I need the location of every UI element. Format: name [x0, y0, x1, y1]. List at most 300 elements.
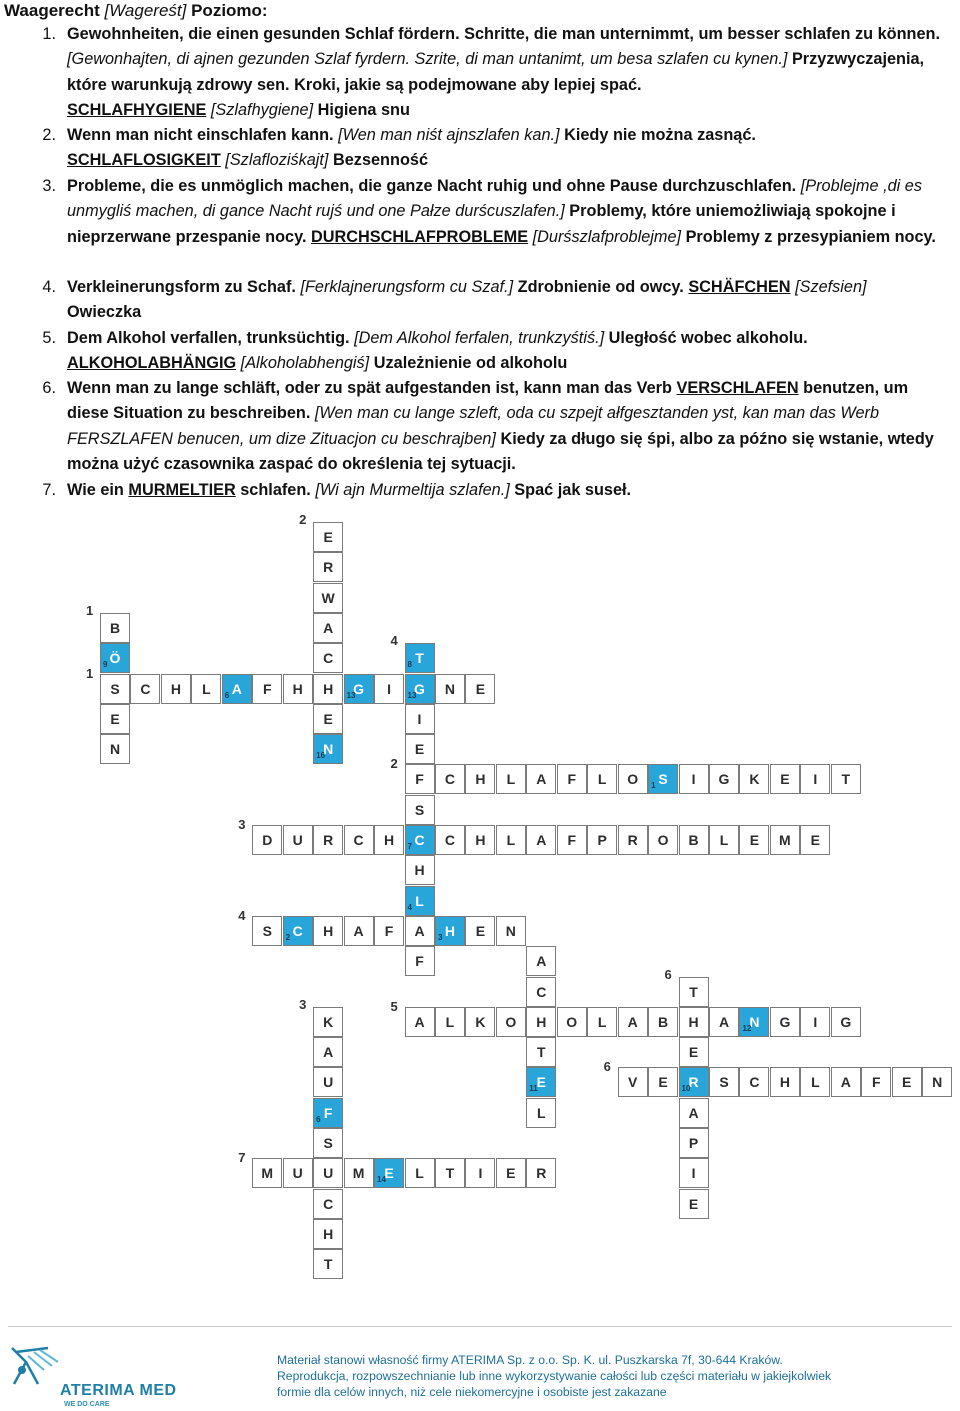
clue-answer: SCHLAFLOSIGKEIT — [67, 151, 221, 170]
cell-letter: H — [170, 680, 181, 697]
clue-transcription: [Gewonhajten, di ajnen gezunden Szlaf fyrdern. Szrite, di man untanimt, um besa szlafen cu kynen.] — [67, 50, 788, 69]
crossword-cell — [313, 1128, 343, 1158]
footer-line: Materiał stanowi własność firmy ATERIMA Sp. z o.o. Sp. K. ul. Puszkarska 7f, 30-644 Kraków. — [277, 1353, 783, 1367]
clue-answer-polish: Bezsenność — [332, 151, 428, 170]
cell-letter: E — [536, 1074, 546, 1091]
clue-1 — [14, 22, 944, 124]
cell-letter: N — [932, 1074, 943, 1091]
crossword-cell — [405, 795, 435, 825]
cell-letter: R — [688, 1074, 699, 1091]
crossword-cell — [405, 764, 435, 794]
crossword-cell — [526, 1007, 556, 1037]
clue-label: 7 — [238, 1150, 246, 1166]
cell-letter: I — [417, 710, 422, 727]
clue-answer: VERSCHLAFEN — [676, 379, 799, 397]
crossword-cell — [344, 1158, 374, 1188]
clue-2 — [14, 123, 944, 174]
clue-transcription: [Problejme ,di es unmygliś machen, di gance Nacht rujś und one Pałze durścuszlafen.] — [67, 177, 922, 221]
cell-letter: G — [779, 1013, 791, 1030]
clue-number: 1 . — [14, 22, 64, 47]
cell-letter: P — [688, 1135, 699, 1151]
crossword-cell — [405, 886, 435, 916]
clue-german: Dem Alkohol verfallen, trunksüchtig. — [67, 329, 350, 347]
crossword-cell — [313, 1098, 343, 1128]
clue-answer-transcription: [Szefsien] — [795, 278, 867, 296]
cell-letter: F — [262, 680, 272, 697]
cell-letter: G — [718, 771, 730, 788]
crossword-cell — [587, 1007, 617, 1037]
cell-letter: L — [415, 892, 424, 909]
crossword-cell — [130, 674, 160, 704]
cell-letter: A — [414, 922, 425, 939]
crossword-cell — [405, 704, 435, 734]
crossword-cell — [770, 1067, 800, 1097]
crossword-cell — [405, 734, 435, 764]
cell-letter: O — [505, 1013, 517, 1030]
cell-letter: A — [536, 953, 547, 970]
cell-letter: E — [688, 1044, 699, 1061]
cell-letter: F — [323, 1104, 333, 1121]
crossword-cell — [374, 674, 404, 704]
clue-german-continued: benutzen, um diese Situation zu beschreiben. — [67, 379, 909, 423]
cell-letter: C — [444, 832, 455, 848]
cell-index: 4 — [407, 902, 412, 912]
cell-letter: A — [323, 619, 334, 636]
cell-letter: N — [323, 741, 334, 758]
clue-label: 4 — [390, 633, 398, 649]
crossword-cell — [648, 764, 678, 794]
cell-letter: C — [536, 983, 547, 1000]
cell-letter: B — [658, 1013, 669, 1030]
crossword-cell — [679, 1007, 709, 1037]
crossword-cell — [435, 1158, 465, 1188]
clue-german-continued: schlafen. — [240, 481, 311, 499]
cell-letter: C — [140, 680, 151, 697]
cell-letter: H — [323, 680, 334, 697]
crossword-cell — [679, 1189, 709, 1219]
cell-letter: T — [537, 1044, 546, 1061]
crossword-cell — [831, 764, 861, 794]
crossword-cell — [679, 825, 709, 855]
cell-letter: A — [323, 1044, 334, 1061]
crossword-cell — [679, 1098, 709, 1128]
cell-letter: S — [323, 1135, 333, 1151]
crossword-cell — [283, 1158, 313, 1188]
cell-letter: E — [749, 832, 760, 848]
crossword-cell — [313, 1219, 343, 1249]
cell-letter: A — [688, 1104, 699, 1121]
heading — [4, 0, 268, 22]
crossword-cell — [526, 825, 556, 855]
cell-letter: U — [292, 832, 303, 848]
cell-letter: M — [352, 1165, 365, 1182]
cell-letter: T — [689, 983, 698, 1000]
crossword-cell — [465, 1158, 495, 1188]
cell-letter: I — [691, 771, 696, 788]
clue-number: 6 . — [14, 376, 64, 401]
logo-tagline: WE DO CARE — [64, 1401, 110, 1408]
cell-letter: V — [627, 1074, 638, 1091]
crossword-cell — [526, 764, 556, 794]
clue-polish: Problemy, które uniemożliwiają spokojne i nieprzerwane przespanie nocy. — [67, 202, 896, 246]
clue-transcription: [Wen man niśt ajnszlafen kan.] — [338, 126, 560, 144]
cell-index: 13 — [407, 690, 417, 700]
cell-letter: A — [536, 771, 547, 788]
cell-letter: C — [323, 1195, 334, 1212]
crossword-cell — [648, 1067, 678, 1097]
crossword-cell — [465, 1007, 495, 1037]
crossword-cell — [618, 764, 648, 794]
crossword-cell — [648, 1007, 678, 1037]
crossword-cell — [283, 674, 313, 704]
crossword-cell — [526, 946, 556, 976]
clue-label: 6 — [603, 1059, 611, 1075]
crossword-cell — [557, 764, 587, 794]
cell-index: 6 — [224, 690, 230, 700]
clue-3 — [14, 174, 944, 250]
cell-letter: R — [536, 1165, 547, 1182]
aterima-logo — [8, 1344, 198, 1406]
clue-german: Verkleinerungsform zu Schaf. — [67, 278, 296, 296]
cell-letter: N — [444, 680, 455, 697]
clue-answer-transcription: [Alkoholabhengiś] — [240, 354, 370, 373]
cell-letter: I — [691, 1165, 696, 1182]
crossword-cell — [709, 1067, 739, 1097]
cell-letter: F — [567, 832, 577, 848]
cell-index: 2 — [285, 932, 291, 942]
clue-answer-polish: Problemy z przesypianiem nocy. — [685, 227, 936, 246]
cell-letter: T — [445, 1165, 455, 1182]
cell-letter: S — [658, 771, 668, 788]
footer-notice — [277, 1352, 947, 1400]
crossword-cell — [679, 764, 709, 794]
cell-letter: A — [718, 1013, 730, 1030]
crossword-cell — [618, 825, 648, 855]
cell-letter: L — [445, 1013, 455, 1030]
crossword-cell — [405, 855, 435, 885]
crossword-cell — [770, 1007, 800, 1037]
crossword-cell — [679, 977, 709, 1007]
crossword-cell — [313, 704, 343, 734]
crossword-cell — [465, 916, 495, 946]
cell-index: 9 — [103, 660, 108, 670]
cell-letter: M — [779, 832, 791, 848]
crossword-cell — [344, 916, 374, 946]
crossword-cell — [618, 1007, 648, 1037]
heading-de: Waagerecht — [4, 1, 100, 20]
cell-letter: H — [779, 1074, 790, 1091]
cell-letter: I — [387, 680, 391, 697]
cell-letter: H — [414, 862, 425, 879]
crossword-cell — [435, 1007, 465, 1037]
clue-label: 1 — [86, 665, 94, 681]
crossword-cell — [100, 674, 130, 704]
cell-letter: U — [323, 1165, 334, 1182]
crossword-cell — [405, 825, 435, 855]
clue-answer: DURCHSCHLAFPROBLEME — [311, 227, 529, 246]
crossword-cell — [496, 764, 526, 794]
cell-letter: C — [292, 922, 303, 939]
cell-letter: A — [353, 922, 364, 939]
clue-number: 4 . — [14, 275, 64, 300]
crossword-cell — [191, 674, 221, 704]
crossword-cell — [313, 674, 343, 704]
cell-letter: E — [384, 1165, 394, 1182]
cell-letter: N — [505, 922, 516, 939]
footer-line: formie dla celów innych, niż cele niekomercyjne i osobiste jest zakazane — [277, 1385, 667, 1399]
cell-letter: E — [323, 529, 333, 545]
cell-letter: E — [688, 1195, 699, 1212]
crossword-cell — [435, 916, 465, 946]
cell-letter: L — [415, 1165, 424, 1182]
crossword-cell — [374, 825, 404, 855]
crossword-cell — [435, 674, 465, 704]
crossword-cell — [313, 552, 343, 582]
cell-index: 16 — [316, 751, 326, 761]
footer-line: Reprodukcja, rozpowszechnianie lub inne wykorzystywanie całości lub części materiału w jakiejkolwiek — [277, 1369, 832, 1383]
crossword-cell — [435, 825, 465, 855]
crossword-cell — [739, 1067, 769, 1097]
clue-answer-transcription: [Szlafhygiene] — [210, 101, 314, 120]
clue-polish: Przyzwyczajenia, które warunkują zdrowy sen. Kroki, jakie są podejmowane aby lepiej spać. — [67, 50, 925, 94]
crossword-cell — [313, 1189, 343, 1219]
clue-answer: MURMELTIER — [128, 481, 236, 499]
crossword-cell — [496, 1158, 526, 1188]
cell-letter: N — [109, 741, 121, 758]
crossword-cell — [557, 1007, 587, 1037]
crossword-cell — [344, 674, 374, 704]
cell-index: 14 — [377, 1175, 386, 1185]
cell-letter: C — [749, 1074, 760, 1091]
cell-letter: T — [841, 771, 851, 788]
cell-letter: A — [627, 1013, 638, 1030]
cell-index: 11 — [529, 1084, 538, 1094]
crossword-cell — [283, 916, 313, 946]
cell-letter: A — [414, 1013, 425, 1030]
clue-7 — [14, 478, 944, 503]
crossword-cell — [709, 825, 739, 855]
crossword-cell — [435, 764, 465, 794]
crossword-cell — [648, 825, 678, 855]
cell-letter: I — [813, 771, 818, 788]
crossword-cell — [313, 1067, 343, 1097]
crossword-cell — [405, 916, 435, 946]
cell-letter: R — [323, 559, 334, 576]
cell-letter: T — [323, 1256, 333, 1273]
clue-german: Wenn man zu lange schläft, oder zu spät aufgestanden ist, kann man das Verb — [67, 379, 672, 397]
clue-german: Wenn man nicht einschlafen kann. — [67, 126, 334, 144]
crossword-cell — [161, 674, 191, 704]
heading-tr: [Wagereśt] — [104, 1, 187, 20]
footer-divider — [8, 1326, 952, 1327]
cell-letter: L — [506, 771, 516, 788]
cell-letter: U — [292, 1165, 303, 1182]
crossword-cell — [252, 1158, 282, 1188]
crossword-cell — [283, 825, 313, 855]
cell-letter: H — [444, 922, 455, 939]
crossword-cell — [100, 613, 130, 643]
crossword-cell — [739, 825, 769, 855]
crossword-cell — [313, 522, 343, 552]
cell-letter: F — [567, 771, 577, 788]
crossword-cell — [526, 1067, 556, 1097]
clue-number: 3 . — [14, 174, 64, 199]
cell-letter: M — [261, 1165, 274, 1182]
crossword-cell — [526, 1037, 556, 1067]
cell-letter: B — [109, 619, 121, 636]
crossword-cell — [557, 825, 587, 855]
crossword-cell — [526, 1098, 556, 1128]
cell-letter: T — [415, 650, 424, 667]
cell-letter: E — [110, 710, 120, 727]
cell-letter: L — [597, 771, 607, 788]
crossword-cell — [252, 674, 282, 704]
cell-index: 1 — [651, 781, 656, 791]
cell-letter: E — [506, 1165, 516, 1182]
clue-transcription: [Wi ajn Murmeltija szlafen.] — [315, 481, 510, 499]
crossword-cell — [405, 674, 435, 704]
cell-letter: E — [475, 922, 486, 939]
clue-label: 3 — [238, 817, 246, 832]
cell-letter: H — [475, 832, 486, 848]
crossword-cell — [770, 764, 800, 794]
cell-letter: U — [323, 1074, 334, 1091]
cell-letter: W — [321, 589, 335, 606]
cell-letter: G — [353, 680, 365, 697]
clue-label: 1 — [86, 602, 94, 618]
clue-answer-transcription: [Szlafloziśkajt] — [225, 151, 329, 170]
cell-letter: F — [415, 771, 424, 788]
clue-answer-polish: Higiena snu — [317, 101, 410, 120]
clue-6 — [14, 376, 944, 478]
crossword-cell — [739, 1007, 769, 1037]
crossword-cell — [374, 1158, 404, 1188]
cell-letter: F — [415, 953, 424, 970]
clue-number: 2 . — [14, 123, 64, 148]
cell-letter: L — [597, 1013, 607, 1030]
crossword-cell — [465, 825, 495, 855]
clue-polish: Uległość wobec alkoholu. — [608, 329, 808, 347]
crossword-cell — [679, 1128, 709, 1158]
heading-pl: Poziomo: — [191, 1, 268, 20]
cell-letter: E — [780, 771, 790, 788]
cell-letter: H — [383, 832, 395, 848]
crossword-cell — [709, 764, 739, 794]
crossword-cell — [313, 916, 343, 946]
clue-number: 5 . — [14, 326, 64, 351]
clue-label: 2 — [390, 756, 398, 772]
clue-polish: Zdrobnienie od owcy. — [517, 278, 684, 296]
crossword-cell — [313, 1037, 343, 1067]
cell-letter: L — [719, 832, 729, 848]
crossword-cell — [618, 1067, 648, 1097]
crossword-cell — [313, 613, 343, 643]
crossword-cell — [100, 643, 130, 673]
cell-letter: S — [719, 1074, 729, 1091]
clue-label: 5 — [390, 998, 398, 1014]
crossword-cell — [861, 1067, 891, 1097]
cell-index: 3 — [437, 932, 443, 942]
cell-letter: H — [475, 771, 486, 788]
cell-letter: A — [840, 1074, 851, 1091]
cell-letter: E — [323, 710, 333, 727]
logo-name: ATERIMA MED — [60, 1382, 177, 1399]
crossword-cell — [526, 1158, 556, 1188]
clue-label: 3 — [299, 996, 307, 1012]
cell-letter: O — [566, 1013, 578, 1030]
cell-letter: N — [749, 1013, 760, 1030]
cell-letter: S — [262, 922, 272, 939]
cell-letter: G — [414, 680, 425, 697]
crossword-cell — [587, 764, 617, 794]
cell-letter: K — [749, 771, 760, 788]
crossword-cell — [800, 825, 830, 855]
clue-4 — [14, 275, 944, 326]
clue-polish: Kiedy za długo się śpi, albo za późno się wstanie, wtedy można użyć czasownika zaspać do określenia tej sytuacji. — [67, 429, 934, 474]
crossword-cell — [313, 1249, 343, 1279]
cell-letter: Ö — [109, 650, 121, 667]
crossword-cell — [405, 1007, 435, 1037]
clue-answer-transcription: [Durśszlafproblejme] — [532, 227, 682, 246]
crossword-cell — [374, 916, 404, 946]
crossword-cell — [496, 825, 526, 855]
cell-letter: E — [414, 741, 425, 758]
cell-letter: S — [110, 680, 120, 697]
crossword-cell — [313, 825, 343, 855]
cell-letter: F — [871, 1074, 881, 1091]
crossword-cell — [800, 1007, 830, 1037]
cell-letter: R — [627, 832, 638, 848]
clue-polish: Kiedy nie można zasnąć. — [564, 126, 756, 144]
cell-letter: C — [323, 650, 334, 667]
crossword-cell — [496, 1007, 526, 1037]
crossword-cell — [679, 1067, 709, 1097]
crossword-cell — [222, 674, 252, 704]
clue-answer-polish: Uzależnienie od alkoholu — [373, 354, 568, 373]
clue-answer: SCHÄFCHEN — [688, 278, 791, 296]
cell-letter: H — [323, 922, 334, 939]
clue-label: 4 — [238, 907, 246, 923]
clue-5 — [14, 326, 944, 377]
crossword-cell — [313, 583, 343, 613]
crossword-cell — [313, 1158, 343, 1188]
crossword-cell — [344, 825, 374, 855]
cell-letter: K — [475, 1013, 486, 1030]
cell-index: 12 — [742, 1023, 752, 1033]
cell-letter: A — [536, 832, 547, 848]
clue-polish: Spać jak suseł. — [514, 481, 632, 499]
cell-letter: H — [536, 1013, 547, 1030]
crossword-cell — [465, 764, 495, 794]
cell-letter: L — [506, 832, 516, 848]
crossword-cell — [587, 825, 617, 855]
cell-letter: B — [688, 832, 699, 848]
cell-index: 8 — [407, 660, 412, 670]
crossword-cell — [831, 1007, 861, 1037]
cell-letter: H — [292, 680, 303, 697]
cell-letter: S — [414, 801, 425, 818]
crossword-cell — [831, 1067, 861, 1097]
cell-letter: L — [811, 1074, 820, 1091]
cell-letter: L — [537, 1104, 546, 1121]
cell-letter: G — [840, 1013, 852, 1030]
cell-index: 10 — [681, 1084, 691, 1094]
crossword-cell — [252, 825, 282, 855]
cell-letter: C — [444, 771, 455, 788]
cell-letter: O — [657, 832, 669, 848]
cell-letter: O — [627, 771, 639, 788]
cell-letter: E — [810, 832, 821, 848]
